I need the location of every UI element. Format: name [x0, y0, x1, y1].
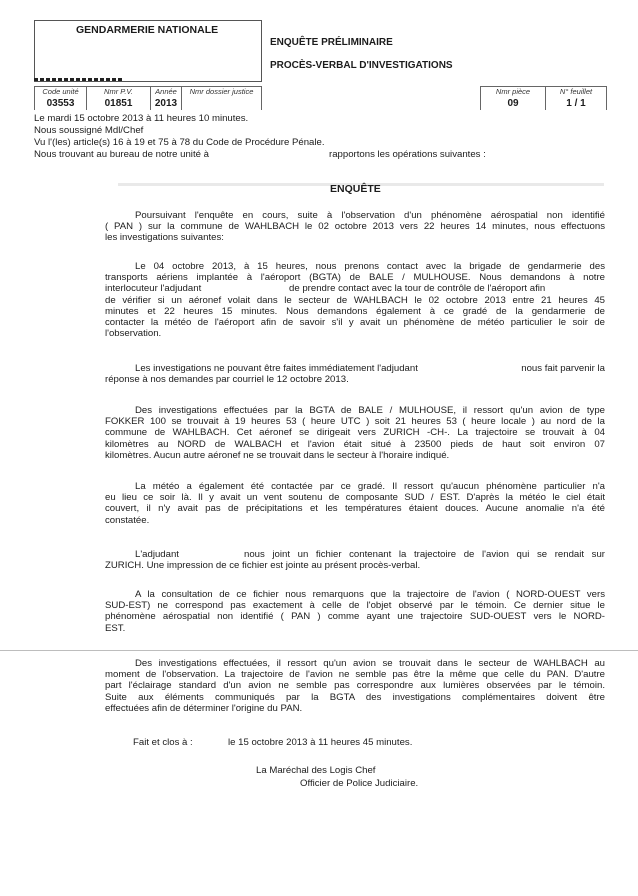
nmr-pv-value: 01851	[104, 98, 133, 109]
paragraph-line: Des investigations effectuées par la BGTA de BALE / MULHOUSE, il ressort qu'un avion de type	[135, 405, 605, 416]
pv-title: PROCÈS-VERBAL D'INVESTIGATIONS	[270, 60, 453, 71]
paragraph-line-part: nous fait parvenir la	[521, 363, 605, 374]
paragraph-7	[105, 589, 605, 634]
paragraph-line: part l'éclairage standard d'un avion ne semble pas correspondre aux lumières observées par le témoin.	[105, 680, 605, 692]
paragraph-line-part: Les investigations ne pouvant être faites immédiatement l'adjudant	[135, 363, 418, 374]
paragraph-line: kilomètres au NORD de WALBACH et l'avion était situé à 23500 pieds de haut soit environ 07	[105, 438, 605, 450]
doc-type: ENQUÊTE PRÉLIMINAIRE	[270, 37, 393, 48]
paragraph-line: phénomène aérospatial non identifié ( PAN ) comme ayant une trajectoire SUD-OUEST vers le NORD-	[105, 611, 605, 623]
piece-value: 09	[507, 98, 519, 109]
scan-artifact	[0, 650, 638, 651]
paragraph-line-part: interlocuteur l'adjudant	[105, 283, 202, 295]
paragraph-line: commune de WAHLBACH. Cet aéronef se dirigeait vers ZURICH -CH-. La trajectoire se trouvait à 04	[105, 427, 605, 439]
paragraph-3	[105, 363, 605, 385]
paragraph-1	[105, 210, 605, 244]
paragraph-2	[105, 261, 605, 339]
paragraph-5	[105, 481, 605, 526]
paragraph-line: eu lieu ce soir là. Il y avait un vent soutenu de composante SUD / EST. D'après la météo le ciel était	[105, 492, 605, 504]
paragraph-line: EST.	[105, 622, 126, 634]
signer-title: Officier de Police Judiciaire.	[300, 778, 419, 789]
field-divider	[606, 86, 607, 110]
feuillet-value: 1 / 1	[566, 98, 586, 109]
intro-bureau: Nous trouvant au bureau de notre unité à	[34, 149, 209, 160]
intro-operations: rapportons les opérations suivantes :	[329, 149, 486, 160]
section-title: ENQUÊTE	[330, 183, 381, 195]
paragraph-line: La météo a également été contactée par ce gradé. Il ressort qu'aucun phénomène particulier n'a	[135, 481, 605, 492]
paragraph-8	[105, 658, 605, 714]
paragraph-line: FOKKER 100 se trouvait à 19 heures 53 ( heure UTC ) soit 21 heures 53 ( heure locale ) au nord de la	[105, 416, 605, 428]
intro-articles: Vu l'(les) article(s) 16 à 19 et 75 à 78 du Code de Procédure Pénale.	[34, 137, 325, 148]
nmr-pv-label: Nmr P.V.	[104, 87, 133, 96]
signer-rank: La Maréchal des Logis Chef	[256, 765, 376, 776]
feuillet-label: N° feuillet	[559, 87, 593, 96]
annee-label: Année	[155, 87, 177, 96]
code-unite-label: Code unité	[42, 87, 79, 96]
fait-et-clos: Fait et clos à :	[133, 737, 193, 748]
paragraph-line: effectuées afin de déterminer l'origine du PAN.	[105, 702, 303, 714]
piece-label: Nmr pièce	[495, 87, 531, 96]
paragraph-line: Le 04 octobre 2013, à 15 heures, nous prenons contact avec la brigade de gendarmerie des	[135, 261, 605, 272]
paragraph-line: constatée.	[105, 514, 150, 526]
scan-remnant	[34, 76, 124, 82]
paragraph-line: moment de l'observation. La trajectoire de l'avion ne semble pas être la même que celle du PAN. D'autre	[105, 669, 605, 681]
paragraph-line: ( PAN ) sur la commune de WAHLBACH le 02 octobre 2013 vers 22 heures 14 minutes, nous effectuons	[105, 221, 605, 233]
paragraph-line: ZURICH. Une impression de ce fichier est jointe au présent procès-verbal.	[105, 560, 421, 572]
paragraph-line-part: de prendre contact avec la tour de contrôle de l'aéroport afin	[289, 283, 546, 295]
code-unite-value: 03553	[46, 98, 75, 109]
org-name: GENDARMERIE NATIONALE	[76, 24, 219, 36]
intro-date: Le mardi 15 octobre 2013 à 11 heures 10 minutes.	[34, 113, 249, 124]
paragraph-line: kilomètres. Aucun autre aéronef ne se trouvait dans le secteur à l'horaire indiqué.	[105, 449, 450, 461]
field-divider	[261, 86, 262, 110]
annee-value: 2013	[154, 98, 178, 109]
paragraph-line: couvert, il n'y avait pas de précipitations et les températures étaient douces. Aucune anomalie n'a été	[105, 503, 605, 515]
paragraph-line: Poursuivant l'enquête en cours, suite à l'observation d'un phénomène aérospatial non identifié	[135, 210, 605, 221]
closing-date: le 15 octobre 2013 à 11 heures 45 minutes.	[228, 737, 413, 748]
paragraph-line-part: L'adjudant	[135, 549, 179, 560]
paragraph-line: transports aériens implantée à l'aéroport (BGTA) de BALE / MULHOUSE. Nous demandons à notre	[105, 272, 605, 284]
paragraph-line: réponse à nos demandes par courriel le 12 octobre 2013.	[105, 374, 349, 386]
paragraph-line: SUD-EST) ne correspond pas exactement à celle de l'objet observé par le témoin. Ce dernier situe le	[105, 600, 605, 612]
paragraph-line: Des investigations effectuées, il ressort qu'un avion se trouvait dans le secteur de WAHLBACH au	[135, 658, 605, 669]
paragraph-line: Suite aux éléments communiqués par la BGTA des investigations complémentaires doivent être	[105, 691, 605, 703]
paragraph-4	[105, 405, 605, 461]
paragraph-line	[105, 363, 605, 374]
paragraph-line: contacter la météo de l'aéroport afin de savoir s'il y avait un phénomène de météo particulier le soir de	[105, 317, 605, 328]
paragraph-line: A la consultation de ce fichier nous remarquons que la trajectoire de l'avion ( NORD-OUEST vers	[135, 589, 605, 600]
paragraph-6	[105, 549, 605, 571]
paragraph-line	[105, 283, 605, 294]
paragraph-line: l'observation.	[105, 328, 162, 340]
paragraph-line-part: nous joint un fichier contenant la trajectoire de l'avion qui se rendait sur	[244, 549, 605, 560]
paragraph-line: les investigations suivantes:	[105, 232, 224, 244]
intro-signee: Nous soussigné Mdl/Chef	[34, 125, 144, 136]
paragraph-line: minutes et 22 heures 15 minutes. Nous demandons également à ce gradé de la gendarmerie de	[105, 305, 605, 317]
paragraph-line: de vérifier si un aéronef volait dans le secteur de WAHLBACH le 02 octobre 2013 entre 21 heures 45	[105, 294, 605, 306]
dossier-label: Nmr dossier justice	[189, 87, 254, 96]
paragraph-line	[105, 549, 605, 560]
